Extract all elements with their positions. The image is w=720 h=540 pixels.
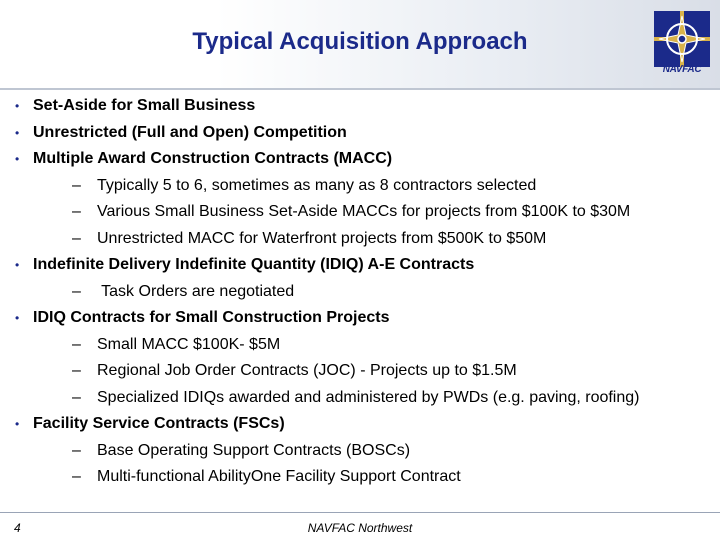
sub-bullet-text: Unrestricted MACC for Waterfront projects from $500K to $50M (97, 229, 547, 247)
footer-divider (0, 512, 720, 513)
sub-bullet-marker: – (72, 335, 81, 353)
sub-bullet-item (0, 279, 720, 306)
bullet-text: Unrestricted (Full and Open) Competition (33, 123, 347, 141)
sub-bullet-text: Small MACC $100K- $5M (97, 335, 281, 353)
sub-bullet-text: Specialized IDIQs awarded and administered by PWDs (e.g. paving, roofing) (97, 388, 640, 406)
sub-bullet-marker: – (72, 388, 81, 406)
footer-org-name: NAVFAC Northwest (307, 521, 413, 535)
bullet-list (0, 93, 720, 491)
sub-bullet-marker: – (72, 282, 81, 300)
sub-bullet-marker: – (72, 362, 81, 379)
sub-bullet-text: Various Small Business Set-Aside MACCs for projects from $100K to $30M (97, 203, 631, 220)
bullet-text: IDIQ Contracts for Small Construction Projects (33, 309, 390, 326)
bullet-text: Indefinite Delivery Indefinite Quantity (IDIQ) A-E Contracts (33, 256, 475, 273)
sub-bullet-item (0, 464, 720, 491)
header-divider (0, 88, 720, 90)
bullet-marker: • (15, 311, 20, 325)
sub-bullet-item (0, 385, 720, 412)
sub-bullet-marker: – (72, 176, 81, 194)
bullet-item (0, 411, 720, 438)
bullet-marker: • (15, 99, 20, 113)
sub-bullet-text: Typically 5 to 6, sometimes as many as 8 contractors selected (97, 176, 537, 194)
sub-bullet-item (0, 438, 720, 465)
bullet-marker: • (15, 258, 20, 272)
sub-bullet-marker: – (72, 203, 81, 220)
bullet-marker: • (15, 417, 20, 431)
slide-title: Typical Acquisition Approach (192, 28, 528, 55)
sub-bullet-text: Base Operating Support Contracts (BOSCs) (97, 441, 411, 459)
bullet-item (0, 146, 720, 173)
sub-bullet-text: Task Orders are negotiated (97, 282, 295, 300)
bullet-marker: • (15, 152, 20, 166)
sub-bullet-text: Multi-functional AbilityOne Facility Support Contract (97, 468, 461, 485)
sub-bullet-item (0, 358, 720, 385)
sub-bullet-item (0, 199, 720, 226)
sub-bullet-item (0, 173, 720, 200)
bullet-text: Set-Aside for Small Business (33, 97, 256, 114)
bullet-item (0, 305, 720, 332)
sub-bullet-marker: – (72, 468, 81, 485)
sub-bullet-marker: – (72, 229, 81, 247)
sub-bullet-item (0, 226, 720, 253)
bullet-marker: • (15, 125, 20, 140)
bullet-item (0, 120, 720, 147)
sub-bullet-text: Regional Job Order Contracts (JOC) - Projects up to $1.5M (97, 362, 517, 379)
bullet-item (0, 252, 720, 279)
logo-wordmark: NAVFAC (662, 64, 702, 75)
bullet-text: Facility Service Contracts (FSCs) (33, 415, 285, 432)
sub-bullet-item (0, 332, 720, 359)
sub-bullet-marker: – (72, 441, 81, 459)
page-number: 4 (14, 521, 21, 535)
bullet-item (0, 93, 720, 120)
bullet-text: Multiple Award Construction Contracts (MACC) (33, 150, 393, 167)
